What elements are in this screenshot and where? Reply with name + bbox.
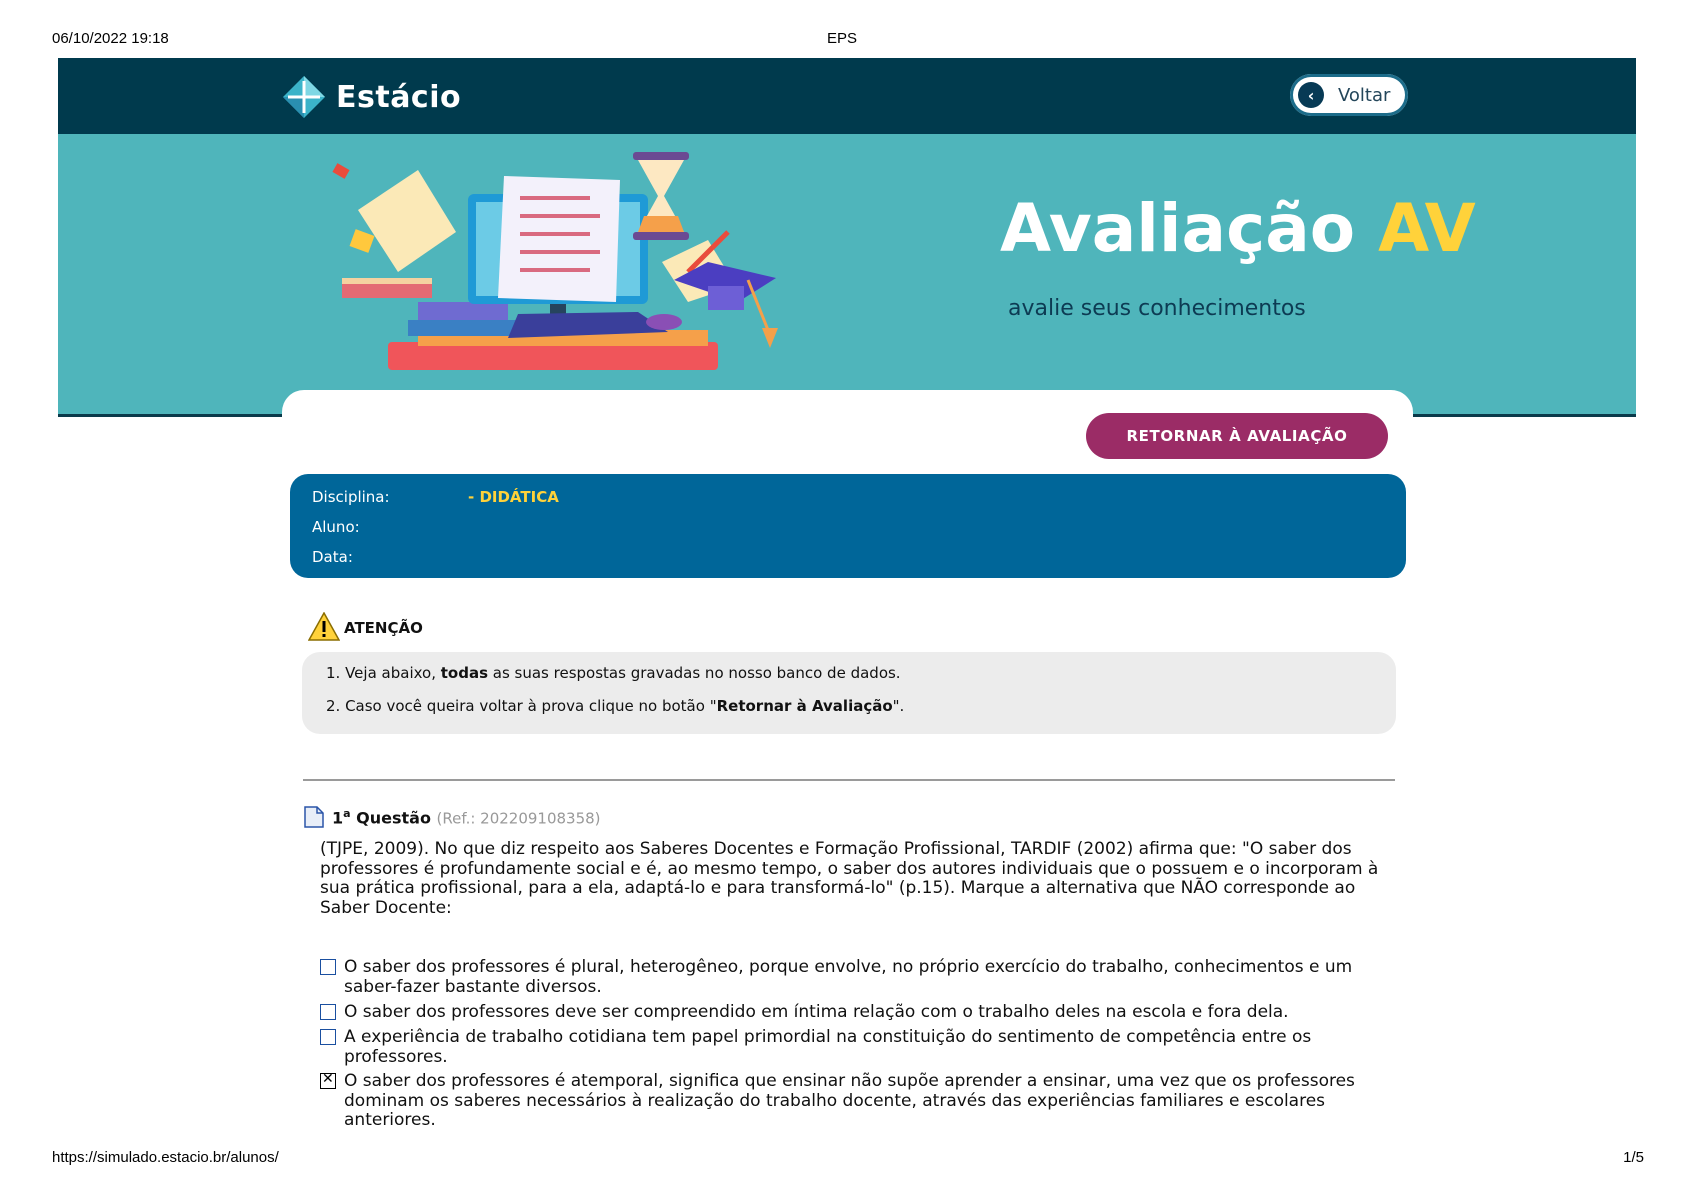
print-page-number: 1/5 xyxy=(1623,1149,1644,1166)
question-number-suffix: a xyxy=(343,807,351,820)
attention-item-1 xyxy=(326,664,901,682)
attention-box xyxy=(302,652,1396,734)
print-datetime: 06/10/2022 19:18 xyxy=(52,30,169,47)
checkbox[interactable] xyxy=(320,1029,336,1045)
return-to-exam-button[interactable]: RETORNAR À AVALIAÇÃO xyxy=(1086,413,1388,459)
document-icon xyxy=(304,806,324,828)
attention-title: ATENÇÃO xyxy=(344,619,423,637)
question-label: Questão xyxy=(356,808,431,828)
print-title: EPS xyxy=(826,30,857,47)
data-label: Data: xyxy=(312,548,353,566)
estacio-logo-icon xyxy=(282,75,326,119)
back-button-label: Voltar xyxy=(1338,84,1391,106)
question-title xyxy=(332,807,601,827)
attention-item-1-text-end: as suas respostas gravadas no nosso banco de dados. xyxy=(488,664,901,682)
back-button[interactable] xyxy=(1290,74,1408,116)
banner-title-accent: AV xyxy=(1378,190,1476,267)
print-url: https://simulado.estacio.br/alunos/ xyxy=(52,1149,279,1166)
banner-title-main: Avaliação xyxy=(1000,190,1356,267)
disciplina-label: Disciplina: xyxy=(312,488,390,506)
chevron-left-icon: ‹ xyxy=(1298,82,1324,108)
attention-item-2-text-end: ". xyxy=(892,697,905,715)
warning-icon xyxy=(308,612,340,642)
estacio-logo[interactable] xyxy=(282,72,461,122)
banner-subtitle: avalie seus conhecimentos xyxy=(1008,296,1306,321)
exam-info-panel xyxy=(290,474,1406,578)
answer-option-text: O saber dos professores é atemporal, significa que ensinar não supõe aprender a ensinar, uma vez que os professores dominam os saberes necessários à realização do trabalho docente, através das experiências familiares e escolares anteriores. xyxy=(344,1071,1355,1130)
hero-banner xyxy=(58,134,1636,417)
aluno-label: Aluno: xyxy=(312,518,360,536)
checkbox-checked[interactable] xyxy=(320,1073,336,1089)
logo-text: Estácio xyxy=(336,79,462,115)
question-ref: (Ref.: 202209108358) xyxy=(436,809,601,828)
checkbox[interactable] xyxy=(320,1004,336,1020)
answer-option[interactable] xyxy=(320,958,1390,997)
attention-item-1-bold: todas xyxy=(440,664,488,682)
answer-option-text: O saber dos professores deve ser compreendido em íntima relação com o trabalho deles na escola e fora dela. xyxy=(344,1002,1289,1022)
attention-item-2 xyxy=(326,697,904,715)
banner-title xyxy=(1000,190,1476,267)
disciplina-value: - DIDÁTICA xyxy=(468,488,559,506)
checkbox[interactable] xyxy=(320,959,336,975)
section-divider xyxy=(303,779,1395,781)
attention-item-2-text: 2. Caso você queira voltar à prova clique no botão " xyxy=(326,697,717,715)
question-text: (TJPE, 2009). No que diz respeito aos Saberes Docentes e Formação Profissional, TARDIF (2002) afirma que: "O saber dos professores é profundamente social e é, ao mesmo tempo, o saber dos autores individuais que o possuem e o incorporam à sua prática profissional, para a ela, adaptá-lo e para transformá-lo" (p.15). Marque a alternativa que NÃO corresponde ao Saber Docente: xyxy=(320,839,1379,918)
answer-option-text: A experiência de trabalho cotidiana tem papel primordial na constituição do sentimento de competência entre os professores. xyxy=(344,1027,1312,1067)
attention-item-2-bold: Retornar à Avaliação xyxy=(716,697,893,715)
question-number: 1 xyxy=(332,808,344,828)
attention-item-1-text: 1. Veja abaixo, xyxy=(326,664,441,682)
exam-illustration xyxy=(268,152,788,382)
answer-option[interactable] xyxy=(320,1072,1390,1131)
answer-option[interactable] xyxy=(320,1003,1390,1023)
answer-option[interactable] xyxy=(320,1028,1390,1067)
answer-option-text: O saber dos professores é plural, heterogêneo, porque envolve, no próprio exercício do trabalho, conhecimentos e um saber-fazer bastante diversos. xyxy=(344,957,1353,997)
